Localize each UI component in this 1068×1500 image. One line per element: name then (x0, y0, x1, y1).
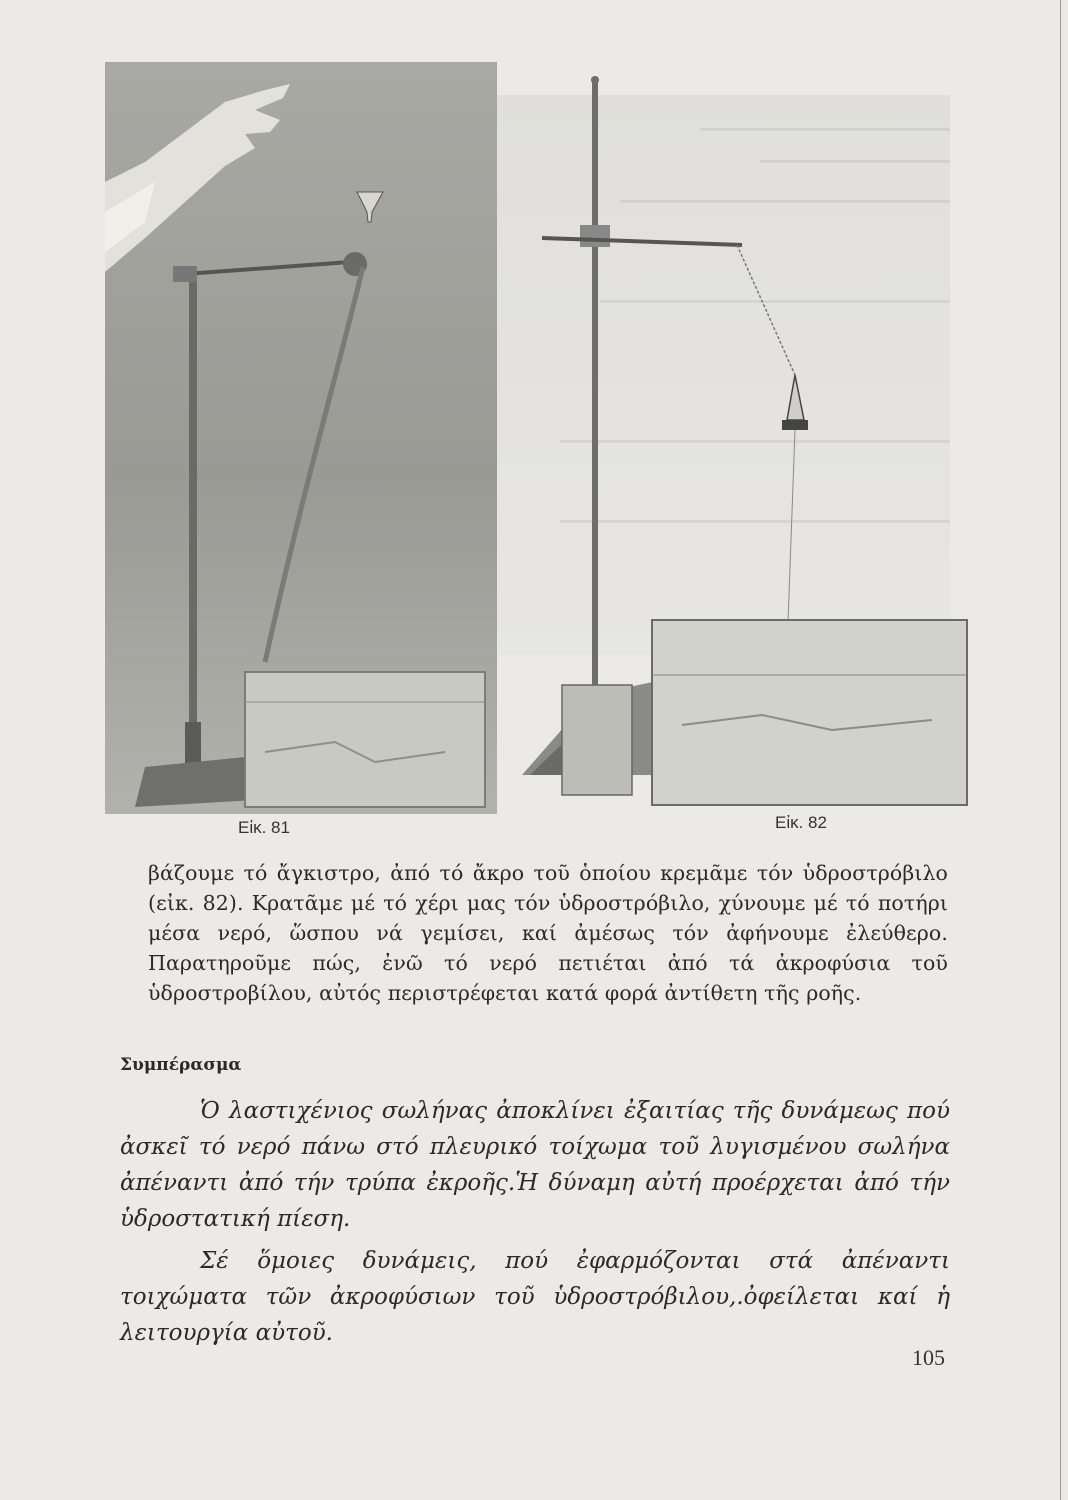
figure-82 (512, 75, 972, 810)
conclusion-text (120, 1093, 950, 1351)
conclusion-paragraph-2: Σέ ὅμοιες δυνάμεις, πού ἐφαρμόζονται στά ἀπέναντι τοιχώματα τῶν ἀκροφύσιων τοῦ ὑδροστρόβιλου,.ὀφείλεται καί ἡ λειτουργία αὐτοῦ. (120, 1248, 950, 1346)
figure-82-illustration (512, 75, 972, 810)
body-paragraph (148, 858, 948, 1008)
conclusion-paragraph-1: Ὁ λαστιχένιος σωλήνας ἀποκλίνει ἐξαιτίας τῆς δυνάμεως πού ἀσκεῖ τό νερό πάνω στό πλευρικό τοίχωμα τοῦ λυγισμένου σωλήνα ἀπέναντι ἀπό τήν τρύπα ἐκροῆς.Ἡ δύναμη αὐτή προέρχεται ἀπό τήν ὑδροστατική πίεση. (120, 1098, 950, 1232)
page-number: 105 (912, 1345, 945, 1370)
figure-81-illustration (105, 62, 497, 814)
body-paragraph-text: βάζουμε τό ἄγκιστρο, ἀπό τό ἄκρο τοῦ ὁποίου κρεμᾶμε τόν ὑδροστρόβιλο (εἰκ. 82). Κρατᾶμε μέ τό χέρι μας τόν ὑδροστρόβιλο, χύνουμε μέ τό ποτήρι μέσα νερό, ὥσπου νά γεμίσει, καί ἀμέσως τόν ἀφήνουμε ἐλεύθερο. Παρατηροῦμε πώς, ἐνῶ τό νερό πετιέται ἀπό τά ἀκροφύσια τοῦ ὑδροστροβίλου, αὐτός περιστρέφεται κατά φορά ἀντίθετη τῆς ροῆς. (148, 861, 948, 1005)
figure-82-caption: Εἰκ. 82 (775, 813, 827, 832)
figure-81 (105, 62, 497, 814)
conclusion-heading: Συμπέρασμα (120, 1055, 242, 1075)
figure-81-caption: Εἰκ. 81 (238, 818, 290, 837)
page-edge (1060, 0, 1061, 1500)
